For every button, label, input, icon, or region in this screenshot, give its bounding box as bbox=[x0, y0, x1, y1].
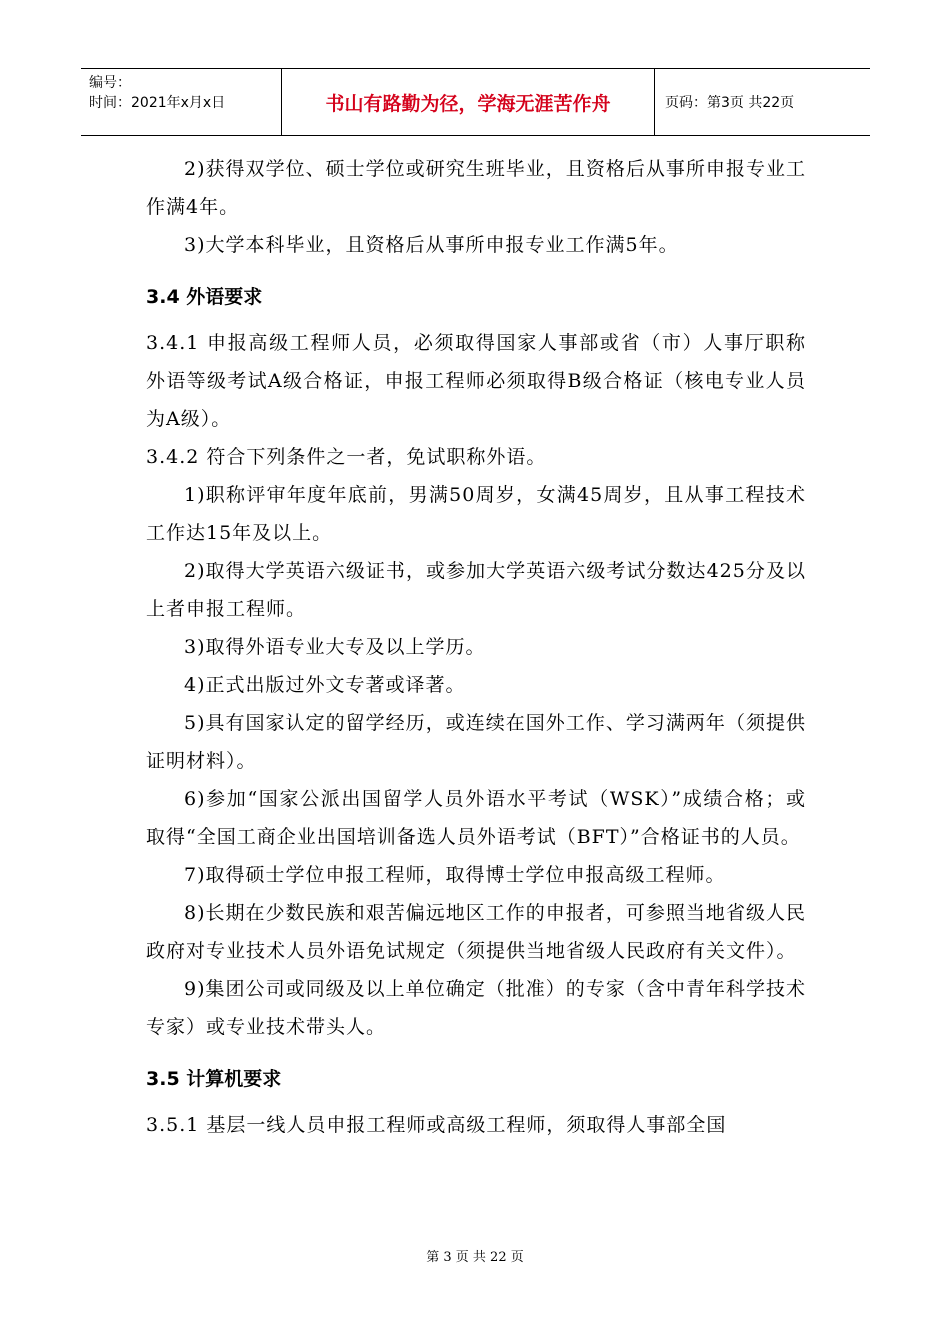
paragraph: 9)集团公司或同级及以上单位确定（批准）的专家（含中青年科学技术专家）或专业技术带头人。 bbox=[146, 978, 806, 1038]
paragraph: 8)长期在少数民族和艰苦偏远地区工作的申报者，可参照当地省级人民政府对专业技术人员外语免试规定（须提供当地省级人民政府有关文件）。 bbox=[146, 902, 806, 962]
header-motto: 书山有路勤为径，学海无涯苦作舟 bbox=[281, 69, 655, 135]
paragraph: 7)取得硕士学位申报工程师，取得博士学位申报高级工程师。 bbox=[184, 864, 726, 886]
paragraph: 3.5.1 基层一线人员申报工程师或高级工程师，须取得人事部全国 bbox=[146, 1114, 727, 1136]
paragraph: 3)取得外语专业大专及以上学历。 bbox=[184, 636, 486, 658]
paragraph: 2)取得大学英语六级证书，或参加大学英语六级考试分数达425分及以上者申报工程师。 bbox=[146, 560, 806, 620]
paragraph: 4)正式出版过外文专著或译著。 bbox=[184, 674, 466, 696]
paragraph: 3)大学本科毕业，且资格后从事所申报专业工作满5年。 bbox=[184, 234, 679, 256]
header-page-info: 页码：第3页 共22页 bbox=[665, 95, 795, 111]
paragraph: 6)参加“国家公派出国留学人员外语水平考试（WSK）”成绩合格；或取得“全国工商企业出国培训备选人员外语考试（BFT）”合格证书的人员。 bbox=[146, 788, 806, 848]
page-footer: 第 3 页 共 22 页 bbox=[426, 1250, 524, 1265]
section-heading: 3.4 外语要求 bbox=[146, 286, 263, 308]
document-body bbox=[146, 150, 806, 1144]
paragraph: 3.4.1 申报高级工程师人员，必须取得国家人事部或省（市）人事厅职称外语等级考试A级合格证，申报工程师必须取得B级合格证（核电专业人员为A级）。 bbox=[146, 332, 806, 430]
paragraph: 3.4.2 符合下列条件之一者，免试职称外语。 bbox=[146, 446, 547, 468]
page-header bbox=[81, 68, 870, 136]
paragraph: 5)具有国家认定的留学经历，或连续在国外工作、学习满两年（须提供证明材料）。 bbox=[146, 712, 806, 772]
header-time-label: 时间：2021年x月x日 bbox=[89, 95, 226, 111]
paragraph: 1)职称评审年度年底前，男满50周岁，女满45周岁，且从事工程技术工作达15年及以上。 bbox=[146, 484, 806, 544]
header-number-label: 编号： bbox=[89, 75, 131, 91]
paragraph: 2)获得双学位、硕士学位或研究生班毕业，且资格后从事所申报专业工作满4年。 bbox=[146, 158, 806, 218]
section-heading: 3.5 计算机要求 bbox=[146, 1068, 282, 1090]
header-meta bbox=[81, 69, 281, 135]
